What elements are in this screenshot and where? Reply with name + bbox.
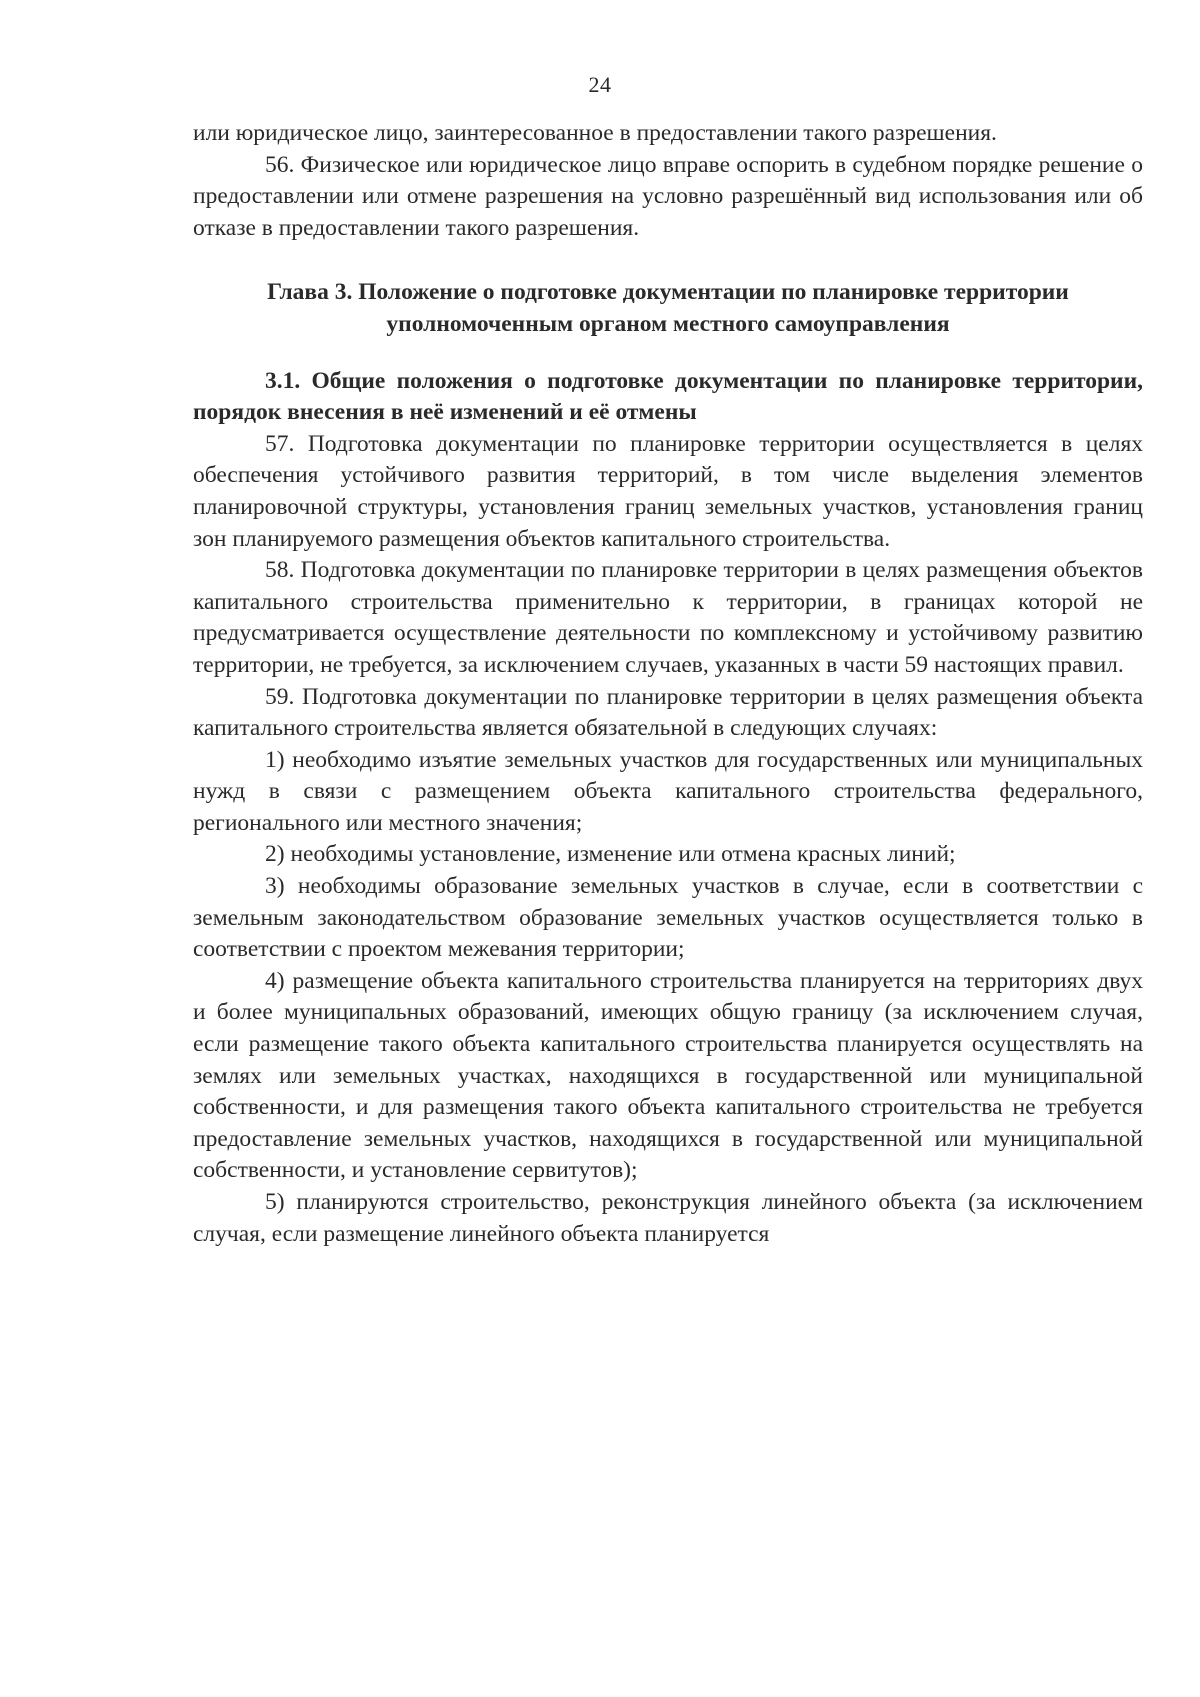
paragraph-continuation: или юридическое лицо, заинтересованное в предоставлении такого разрешения. — [193, 120, 997, 146]
page-number: 24 — [588, 72, 612, 97]
paragraph-59: 59. Подготовка документации по планировке территории в целях размещения объекта капитального строительства является обязательной в следующих случаях: — [193, 683, 1143, 742]
list-item-1: 1) необходимо изъятие земельных участков для государственных или муниципальных нужд в связи с размещением объекта капитального строительства федерального, регионального или местного значения; — [193, 746, 1143, 836]
list-item-4: 4) размещение объекта капитального строительства планируется на территориях двух и более муниципальных образований, имеющих общую границу (за исключением случая, если размещение такого объекта капитального строительства планируется осуществлять на землях или земельных участках, находящихся в государственной или муниципальной собственности, и для размещения такого объекта капитального строительства не требуется предоставление земельных участков, находящихся в государственной или муниципальной собственности, и установление сервитутов); — [193, 967, 1143, 1184]
document-body — [193, 118, 1143, 1250]
list-item-3: 3) необходимы образование земельных участков в случае, если в соответствии с земельным законодательством образование земельных участков осуществляется только в соответствии с проектом межевания территории; — [193, 873, 1143, 963]
paragraph-58: 58. Подготовка документации по планировке территории в целях размещения объектов капитального строительства применительно к территории, в границах которой не предусматривается осуществление деятельности по комплексному и устойчивому развитию территории, не требуется, за исключением случаев, указанных в части 59 настоящих правил. — [193, 557, 1143, 678]
list-item-2: 2) необходимы установление, изменение или отмена красных линий; — [265, 841, 956, 868]
list-item-5: 5) планируются строительство, реконструкция линейного объекта (за исключением случая, если размещение линейного объекта планируется — [193, 1189, 1143, 1247]
section-title: 3.1. Общие положения о подготовке документации по планировке территории, порядок внесения в неё изменений и её отмены — [193, 367, 1143, 426]
paragraph-57: 57. Подготовка документации по планировке территории осуществляется в целях обеспечения устойчивого развития территорий, в том числе выделения элементов планировочной структуры, установления границ земельных участков, установления границ зон планируемого размещения объектов капитального строительства. — [193, 430, 1143, 552]
chapter-title: Глава 3. Положение о подготовке документации по планировке территории уполномоченным органом местного самоуправления — [267, 279, 1069, 337]
paragraph-56: 56. Физическое или юридическое лицо вправе оспорить в судебном порядке решение о предоставлении или отмене разрешения на условно разрешённый вид использования или об отказе в предоставлении такого разрешения. — [193, 151, 1143, 241]
